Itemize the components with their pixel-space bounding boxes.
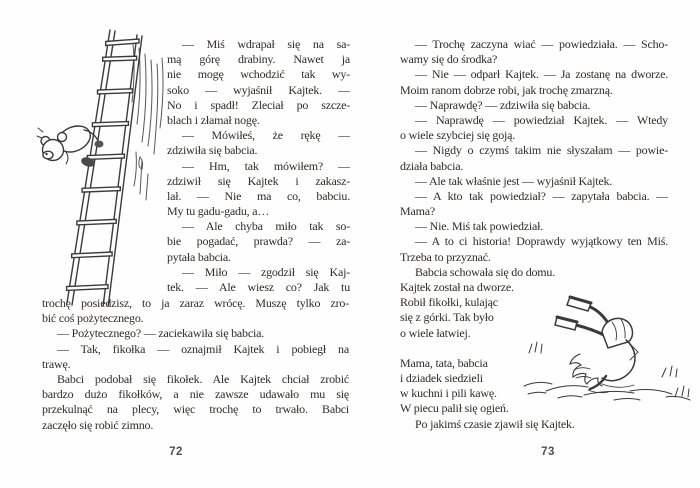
text-line: — Miś wdrapał się na sa- (182, 37, 350, 51)
text-line: Kajtek został na dworze. (400, 280, 514, 294)
text-line: Mama? (400, 204, 435, 219)
text-line: — A to ci historia! Doprawdy wyjątkowy ten Miś. (415, 234, 668, 249)
text-line: nie mogę wchodzić tak wy- (167, 67, 350, 82)
left-page-narrow-column (167, 37, 350, 295)
text-line: — Mówiłeś, że rękę — (182, 128, 350, 143)
right-page-number: 73 (541, 446, 555, 458)
text-line: — Nigdy o czymś takim nie słyszałam — powie- (415, 143, 668, 158)
text-line: — Pożytecznego? — zaciekawiła się babcia. (57, 326, 265, 341)
text-line: Mama, tata, babcia (400, 355, 488, 370)
text-line: działa babcia. (400, 158, 464, 173)
text-line: wamy się do środka? (400, 52, 498, 67)
ladder-bear-illustration (36, 24, 168, 306)
text-line: — Ale tak właśnie jest — wyjaśnił Kajtek. (415, 173, 613, 188)
text-line: o wiele szybciej się goją. (400, 128, 516, 143)
text-line: W piecu palił się ogień. (400, 401, 509, 416)
text-line: — Ale chyba miło tak so- (182, 219, 350, 234)
text-line: — Nie — odparł Kajtek. — Ja zostanę na dworze. (415, 67, 668, 82)
text-line: zaczęło się robić zimno. (42, 417, 154, 432)
text-line: Babcia schowała się do domu. (415, 264, 556, 279)
right-page (350, 0, 700, 488)
text-line: zdziwił się Kajtek i zakasz- (167, 173, 350, 188)
left-page-full-column (42, 296, 349, 433)
text-line: — Trochę zaczyna wiać — powiedziała. — Scho- (415, 37, 668, 51)
text-line: — Naprawdę — powiedział Kajtek. — Wtedy (415, 112, 668, 127)
text-line: lał. — Nie ma co, babciu. (167, 188, 350, 203)
ladder-rails-icon (67, 30, 142, 306)
text-line: mą górę drabiny. Nawet ja (167, 52, 350, 67)
text-line: My tu gadu-gadu, a… (167, 204, 270, 219)
text-line: zdziwiła się babcia. (167, 143, 258, 158)
text-line: Po jakimś czasie zjawił się Kajtek. (415, 416, 575, 431)
text-line: Babci podobał się fikołek. Ale Kajtek chciał zrobić (57, 371, 349, 386)
text-line: soko — wyjaśnił Kajtek. — (167, 82, 350, 97)
text-line: Robił fikołki, kulając (400, 295, 498, 310)
text-line: o wiele łatwiej. (400, 325, 471, 340)
text-line: w kuchni i pili kawę. (400, 386, 497, 401)
teddy-bear-icon (37, 121, 104, 168)
text-line: pytała babcia. (167, 249, 231, 264)
text-line: trawę. (42, 356, 71, 371)
text-line: Trzeba to przyznać. (400, 249, 491, 264)
text-line: Moim ranom dobrze robi, jak trochę zmarzną. (400, 82, 613, 97)
text-line: — Naprawdę? — zdziwiła się babcia. (415, 97, 591, 112)
text-line: — Nie. Miś tak powiedział. (415, 219, 544, 234)
text-line: — Hm, tak mówiłem? — (182, 158, 350, 173)
text-line: tek. — Ale wiesz co? Jak tu (167, 280, 350, 294)
text-line: No i spadł! Zleciał po szcze- (167, 97, 350, 112)
text-line: trochę posiedzisz, to ja zaraz wrócę. Muszę tylko zro- (42, 296, 349, 310)
text-line: bardzo dużo fikołków, a nie zawsze udawało mu się (42, 387, 349, 402)
text-line: — A kto tak powiedział? — zapytała babcia. — (415, 188, 668, 203)
text-line: blach i złamał nogę. (167, 112, 260, 127)
right-page-column (400, 37, 668, 432)
text-line: bie pogadać, prawda? — za- (167, 234, 350, 249)
left-page-number: 72 (169, 446, 183, 458)
text-line: — Tak, fikołka — oznajmił Kajtek i pobiegł na (57, 341, 349, 356)
text-line: bić coś pożytecznego. (42, 311, 144, 326)
text-line: — Miło — zgodził się Kaj- (182, 264, 350, 279)
text-line: przekulnąć na plecy, więc trochę to trwało. Babci (42, 402, 349, 417)
text-line: się z górki. Tak było (400, 310, 494, 325)
text-line: i dziadek siedzieli (400, 370, 483, 385)
wall-hatching-icon (132, 44, 163, 200)
